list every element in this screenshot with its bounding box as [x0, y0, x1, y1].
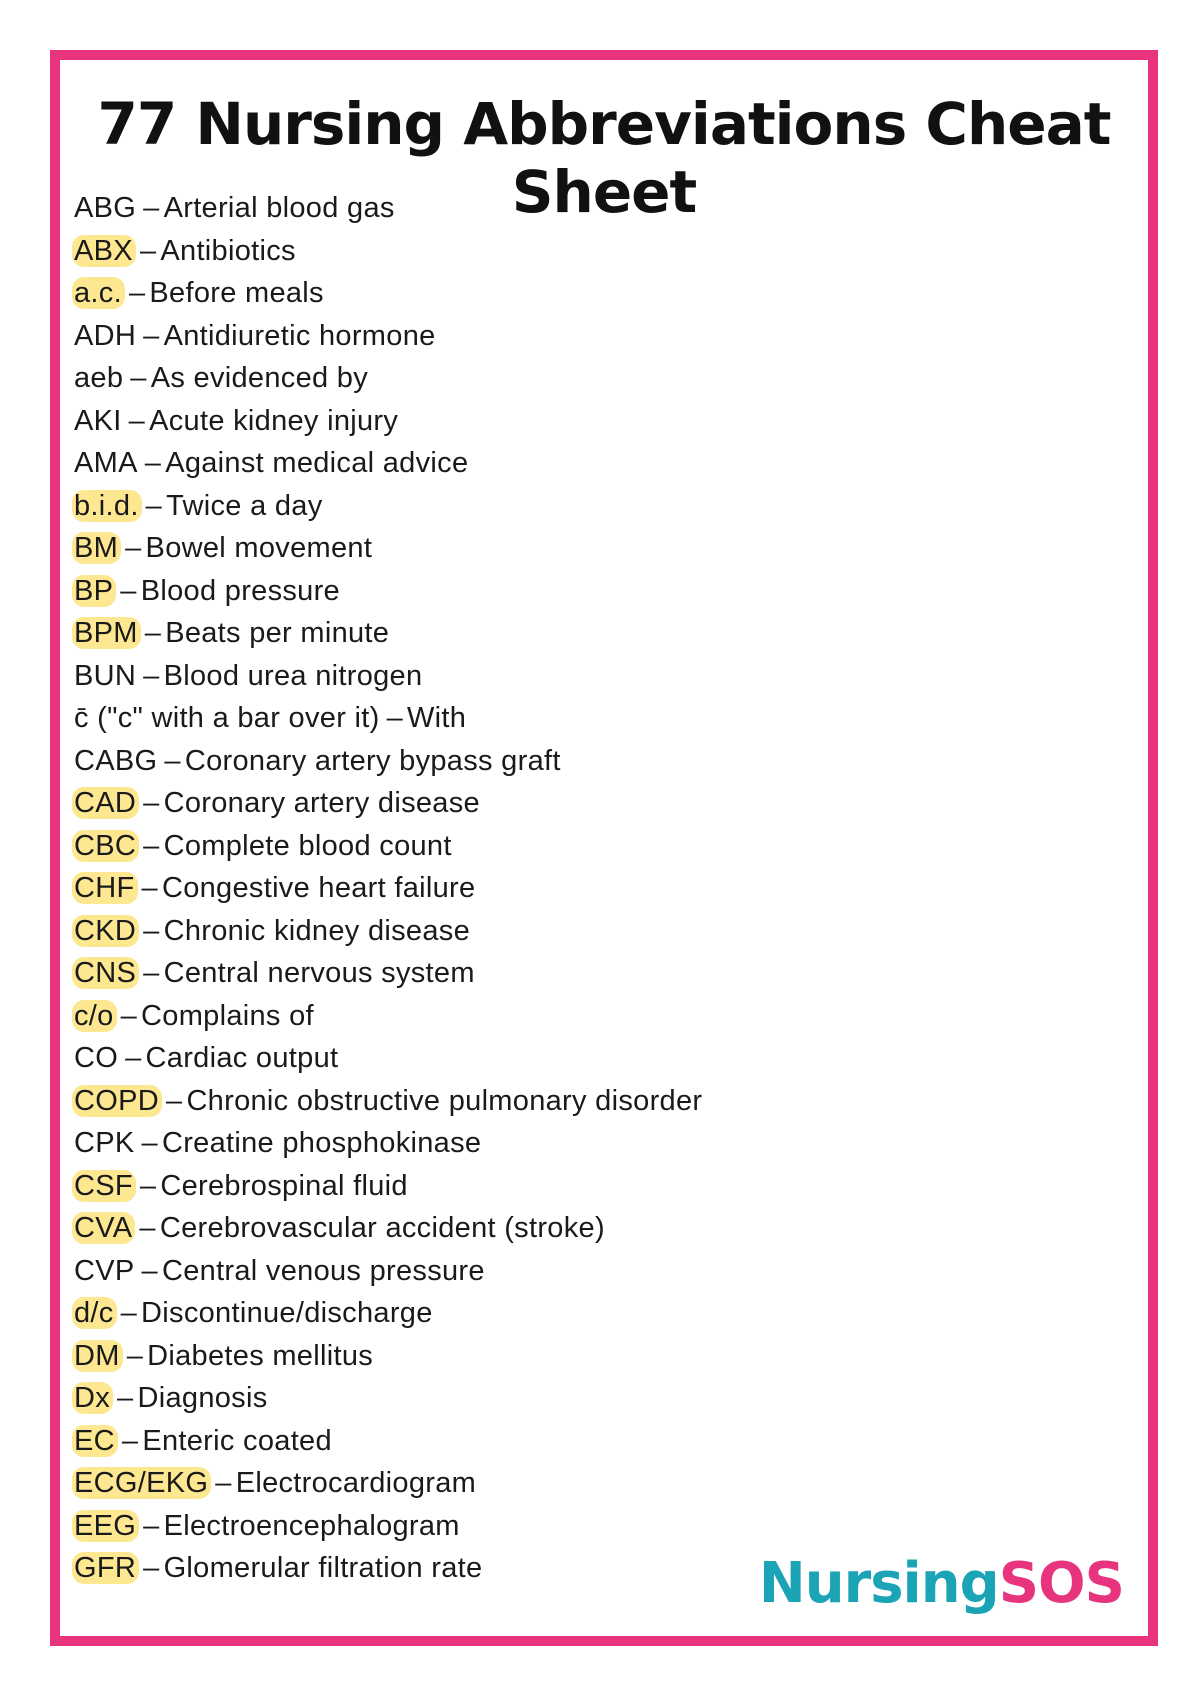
abbreviation-term: ADH: [74, 319, 137, 352]
list-item: [74, 1250, 702, 1293]
abbreviation-meaning: Blood urea nitrogen: [163, 659, 423, 692]
abbreviation-term: aeb: [74, 362, 124, 394]
list-item: [74, 400, 702, 443]
list-item: [74, 357, 702, 400]
list-item: [74, 952, 702, 995]
separator-dash: –: [120, 1297, 138, 1329]
separator-dash: –: [121, 1424, 139, 1457]
abbreviation-meaning: Complains of: [141, 999, 314, 1032]
list-item: [74, 187, 702, 230]
list-item: [74, 867, 702, 910]
abbreviation-term: CAD: [72, 787, 139, 819]
abbreviation-term: DM: [72, 1340, 123, 1372]
separator-dash: –: [139, 1169, 157, 1202]
abbreviation-term: c/o: [72, 1000, 117, 1032]
abbreviation-term: ECG/EKG: [72, 1467, 211, 1499]
abbreviation-meaning: Antidiuretic hormone: [163, 319, 436, 352]
list-item: [74, 485, 702, 528]
separator-dash: –: [143, 659, 160, 692]
abbreviation-term: CNS: [72, 957, 139, 989]
separator-dash: –: [145, 489, 163, 522]
abbreviation-term: EEG: [72, 1510, 139, 1542]
separator-dash: –: [128, 277, 146, 309]
abbreviation-meaning: Before meals: [149, 277, 324, 309]
list-item: [74, 1122, 702, 1165]
abbreviation-meaning: As evidenced by: [150, 362, 369, 394]
list-item: [74, 1505, 702, 1548]
separator-dash: –: [126, 1339, 144, 1372]
abbreviation-term: Dx: [72, 1382, 113, 1414]
list-item: [74, 1207, 702, 1250]
abbreviation-term: CABG: [74, 744, 158, 777]
separator-dash: –: [125, 1042, 142, 1074]
separator-dash: –: [143, 1552, 160, 1584]
list-item: [74, 825, 702, 868]
abbreviation-meaning: Coronary artery bypass graft: [184, 744, 561, 777]
list-item: [74, 612, 702, 655]
separator-dash: –: [141, 872, 158, 904]
separator-dash: –: [141, 1254, 158, 1287]
logo-text-nursing: Nursing: [758, 1551, 999, 1616]
separator-dash: –: [164, 744, 181, 777]
abbreviation-term: CSF: [72, 1170, 136, 1202]
abbreviation-term: CVP: [74, 1254, 135, 1287]
abbreviation-term: AKI: [74, 404, 122, 437]
abbreviation-meaning: Arterial blood gas: [163, 192, 395, 224]
separator-dash: –: [117, 1382, 134, 1414]
abbreviation-term: b.i.d.: [72, 490, 142, 522]
abbreviation-term: BM: [72, 532, 121, 564]
list-item: [74, 1080, 702, 1123]
separator-dash: –: [139, 1212, 156, 1244]
abbreviation-meaning: Cerebrospinal fluid: [160, 1169, 408, 1202]
abbreviation-meaning: Chronic obstructive pulmonary disorder: [186, 1084, 703, 1117]
separator-dash: –: [166, 1084, 183, 1117]
abbreviation-meaning: Bowel movement: [145, 532, 373, 564]
list-item: [74, 1462, 702, 1505]
list-item: [74, 910, 702, 953]
list-item: [74, 1165, 702, 1208]
abbreviation-meaning: Diagnosis: [137, 1382, 268, 1414]
abbreviation-term: CVA: [72, 1212, 135, 1244]
separator-dash: –: [139, 234, 157, 267]
separator-dash: –: [120, 999, 138, 1032]
separator-dash: –: [120, 574, 137, 607]
separator-dash: –: [144, 447, 162, 479]
list-item: [74, 697, 702, 740]
abbreviation-term: BP: [72, 575, 116, 607]
abbreviation-term: CBC: [72, 830, 139, 862]
separator-dash: –: [125, 532, 142, 564]
separator-dash: –: [128, 404, 146, 437]
abbreviation-meaning: Electroencephalogram: [163, 1509, 460, 1542]
abbreviation-meaning: Cerebrovascular accident (stroke): [159, 1212, 605, 1244]
list-item: [74, 655, 702, 698]
logo-text-sos: SOS: [998, 1551, 1124, 1616]
list-item: [74, 272, 702, 315]
list-item: [74, 1377, 702, 1420]
abbreviation-meaning: Coronary artery disease: [163, 787, 480, 819]
abbreviation-meaning: Discontinue/discharge: [141, 1297, 433, 1329]
list-item: [74, 995, 702, 1038]
abbreviation-term: GFR: [72, 1552, 139, 1584]
abbreviation-term: a.c.: [72, 277, 125, 309]
abbreviation-meaning: Glomerular filtration rate: [163, 1552, 483, 1584]
separator-dash: –: [143, 957, 160, 989]
list-item: [74, 782, 702, 825]
abbreviation-meaning: Enteric coated: [142, 1424, 332, 1457]
separator-dash: –: [144, 617, 162, 649]
abbreviation-meaning: Against medical advice: [165, 447, 469, 479]
separator-dash: –: [130, 362, 147, 394]
separator-dash: –: [143, 787, 160, 819]
abbreviation-meaning: Blood pressure: [140, 574, 340, 607]
list-item: [74, 315, 702, 358]
page-border: [50, 50, 1158, 1646]
abbreviation-term: BUN: [74, 659, 137, 692]
separator-dash: –: [143, 914, 160, 947]
list-item: [74, 1420, 702, 1463]
abbreviation-term: ABG: [74, 192, 137, 224]
abbreviation-meaning: Central nervous system: [163, 957, 475, 989]
separator-dash: –: [143, 829, 160, 862]
abbreviation-meaning: Cardiac output: [145, 1042, 339, 1074]
abbreviation-term: CPK: [74, 1127, 135, 1159]
separator-dash: –: [143, 319, 160, 352]
abbreviation-list: [74, 187, 702, 1590]
separator-dash: –: [215, 1467, 232, 1499]
abbreviation-term: BPM: [72, 617, 141, 649]
abbreviation-meaning: Creatine phosphokinase: [161, 1127, 482, 1159]
separator-dash: –: [143, 1509, 160, 1542]
abbreviation-term: CO: [74, 1042, 119, 1074]
separator-dash: –: [143, 192, 160, 224]
abbreviation-term: CHF: [72, 872, 138, 904]
abbreviation-term: c̄ ("c" with a bar over it): [74, 702, 380, 734]
abbreviation-meaning: Acute kidney injury: [149, 404, 399, 437]
abbreviation-meaning: Congestive heart failure: [161, 872, 476, 904]
abbreviation-term: COPD: [72, 1085, 162, 1117]
abbreviation-term: EC: [72, 1425, 118, 1457]
abbreviation-meaning: Central venous pressure: [161, 1254, 485, 1287]
list-item: [74, 230, 702, 273]
abbreviation-meaning: Antibiotics: [160, 234, 296, 267]
abbreviation-term: CKD: [72, 915, 139, 947]
abbreviation-meaning: Diabetes mellitus: [147, 1339, 374, 1372]
separator-dash: –: [141, 1127, 158, 1159]
abbreviation-term: d/c: [72, 1297, 117, 1329]
list-item: [74, 442, 702, 485]
abbreviation-meaning: Beats per minute: [165, 617, 390, 649]
list-item: [74, 1335, 702, 1378]
abbreviation-meaning: Electrocardiogram: [235, 1467, 477, 1499]
abbreviation-term: AMA: [74, 447, 138, 479]
abbreviation-meaning: With: [407, 702, 467, 734]
abbreviation-meaning: Complete blood count: [163, 829, 452, 862]
separator-dash: –: [386, 702, 404, 734]
list-item: [74, 1292, 702, 1335]
list-item: [74, 527, 702, 570]
abbreviation-term: ABX: [72, 235, 136, 267]
abbreviation-meaning: Chronic kidney disease: [163, 914, 471, 947]
list-item: [74, 570, 702, 613]
list-item: [74, 1547, 702, 1590]
nursingsos-logo: [759, 1551, 1124, 1616]
list-item: [74, 1037, 702, 1080]
abbreviation-meaning: Twice a day: [166, 489, 323, 522]
list-item: [74, 740, 702, 783]
page-title: 77 Nursing Abbreviations Cheat Sheet: [97, 90, 1111, 226]
